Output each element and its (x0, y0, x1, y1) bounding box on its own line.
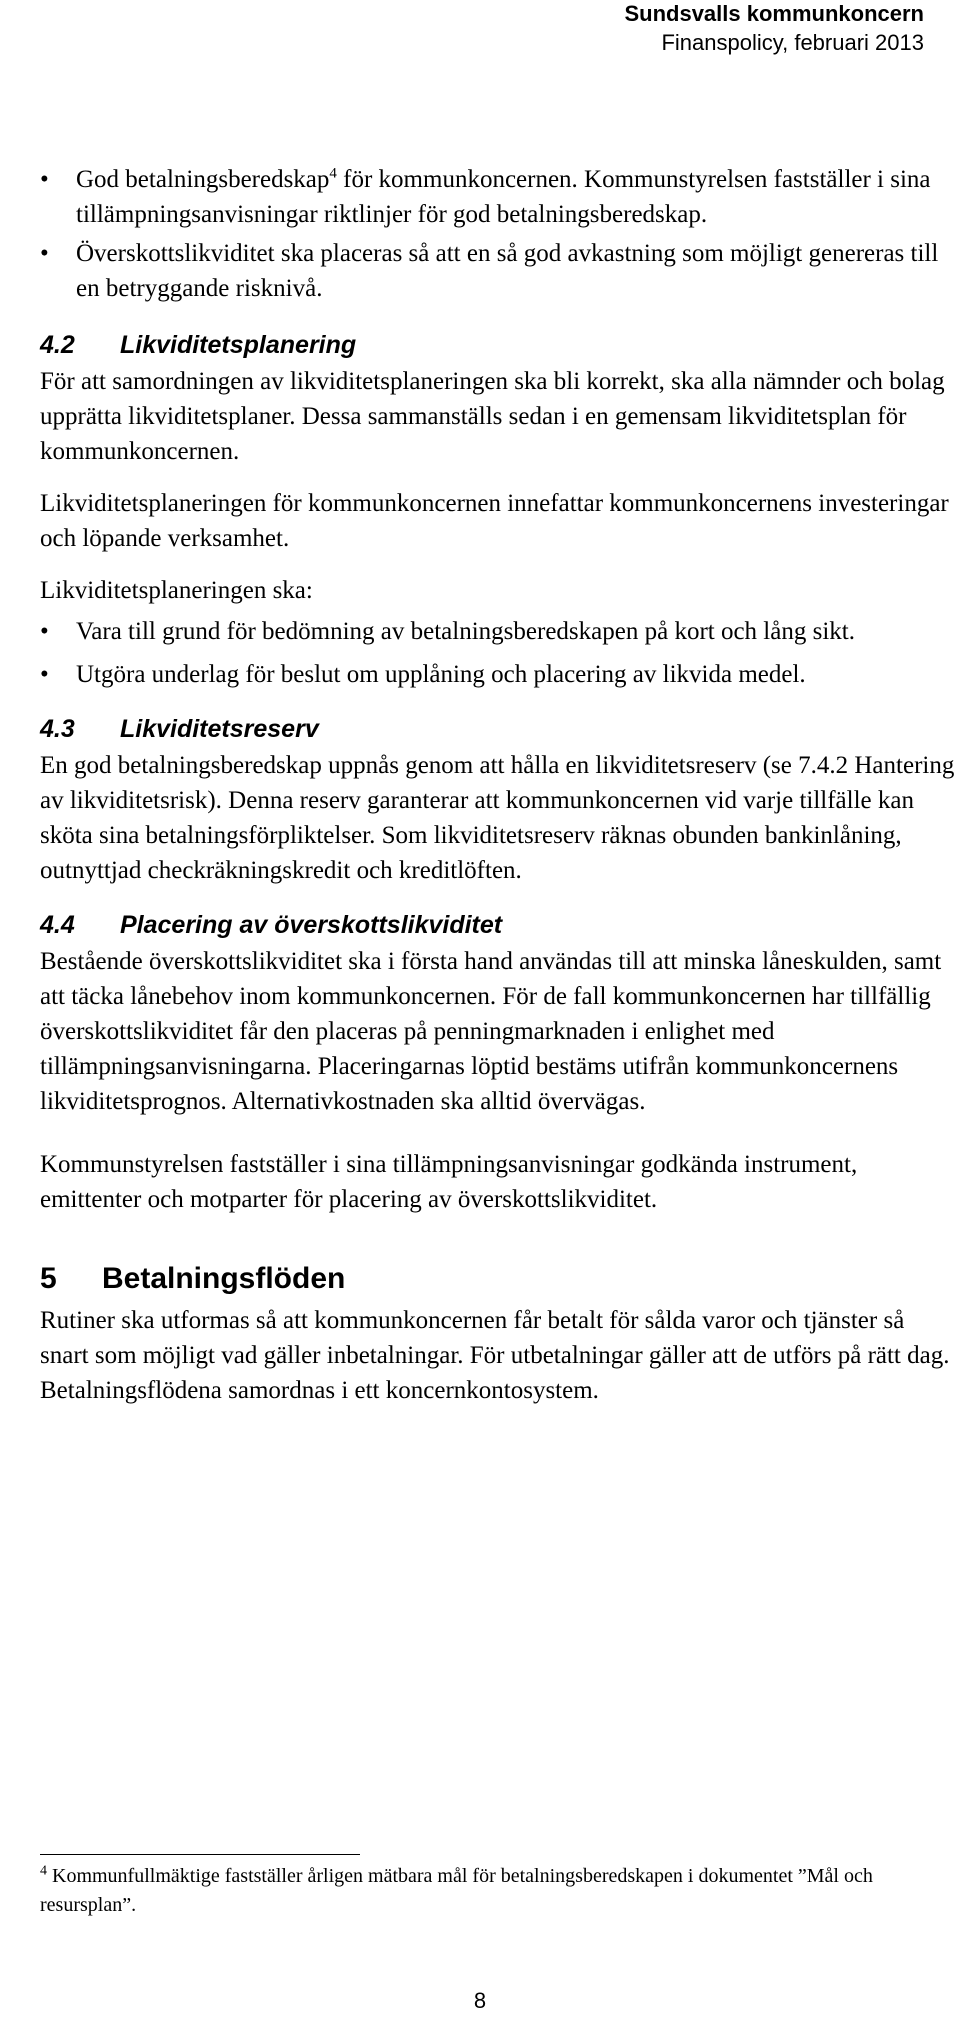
document-body (40, 162, 955, 1408)
section-number: 4.3 (40, 715, 75, 743)
section-title: Betalningsflöden (102, 1262, 346, 1295)
paragraph: Kommunstyrelsen fastställer i sina tillämpningsanvisningar godkända instrument, emittenter och motparter för placering av överskottslikviditet. (40, 1151, 858, 1213)
section-heading-5 (40, 1259, 955, 1299)
footnote-marker: 4 (40, 1863, 47, 1879)
list-item: • Vara till grund för bedömning av betalningsberedskapen på kort och lång sikt. (40, 614, 955, 649)
header-document-title: Finanspolicy, februari 2013 (661, 30, 924, 55)
list-item (40, 162, 955, 232)
page-number: 8 (473, 1988, 487, 2013)
footnote-reference[interactable]: 4 (329, 165, 337, 182)
footnote-separator (40, 1854, 360, 1855)
paragraph: Rutiner ska utformas så att kommunkoncernen får betalt för sålda varor och tjänster så snart som möjligt vad gäller inbetalningar. För utbetalningar gäller att de utförs på rätt dag. Betalningsflödena samordnas i ett koncernkontosystem. (40, 1307, 950, 1404)
section-heading-4-2 (40, 328, 955, 362)
bullet-text: för kommunkoncernen. Kommunstyrelsen fastställer i sina tillämpningsanvisningar riktlinjer för god betalningsberedskap. (76, 166, 931, 228)
paragraph: En god betalningsberedskap uppnås genom att hålla en likviditetsreserv (se 7.4.2 Hantering av likviditetsrisk). Denna reserv garanterar att kommunkoncernen vid varje tillfälle kan sköta sina betalningsförpliktelser. Som likviditetsreserv räknas obunden bankinlåning, outnyttjad checkräkningskredit och kreditlöften. (40, 752, 955, 884)
footnote (40, 1862, 940, 1920)
section-title: Likviditetsreserv (120, 715, 319, 743)
bullet-list-top (40, 162, 955, 306)
section-number: 4.2 (40, 331, 75, 359)
list-item: • Överskottslikviditet ska placeras så att en så god avkastning som möjligt genereras till en betryggande risknivå. (40, 236, 955, 306)
section-heading-4-3 (40, 712, 955, 746)
section-heading-4-4 (40, 908, 955, 942)
bullet-text: God betalningsberedskap (76, 166, 330, 193)
page-header (624, 0, 924, 58)
bullet-list-planning (40, 614, 955, 692)
header-organization: Sundsvalls kommunkoncern (624, 1, 924, 26)
paragraph: Likviditetsplaneringen för kommunkoncernen innefattar kommunkoncernens investeringar och löpande verksamhet. (40, 490, 949, 552)
section-title: Likviditetsplanering (120, 331, 357, 359)
paragraph: För att samordningen av likviditetsplaneringen ska bli korrekt, ska alla nämnder och bolag upprätta likviditetsplaner. Dessa sammanställs sedan i en gemensam likviditetsplan för kommunkoncernen. (40, 368, 945, 465)
section-number: 4.4 (40, 911, 75, 939)
section-number: 5 (40, 1262, 57, 1295)
footnote-text: Kommunfullmäktige fastställer årligen mätbara mål för betalningsberedskapen i dokumentet ”Mål och resursplan”. (40, 1865, 873, 1916)
paragraph: Likviditetsplaneringen ska: (40, 577, 313, 604)
list-item: • Utgöra underlag för beslut om upplåning och placering av likvida medel. (40, 657, 955, 692)
section-title: Placering av överskottslikviditet (120, 911, 503, 939)
paragraph: Bestående överskottslikviditet ska i första hand användas till att minska låneskulden, samt att täcka lånebehov inom kommunkoncernen. För de fall kommunkoncernen har tillfällig överskottslikviditet får den placeras på penningmarknaden i enlighet med tillämpningsanvisningarna. Placeringarnas löptid bestäms utifrån kommunkoncernens likviditetsprognos. Alternativkostnaden ska alltid övervägas. (40, 948, 942, 1115)
